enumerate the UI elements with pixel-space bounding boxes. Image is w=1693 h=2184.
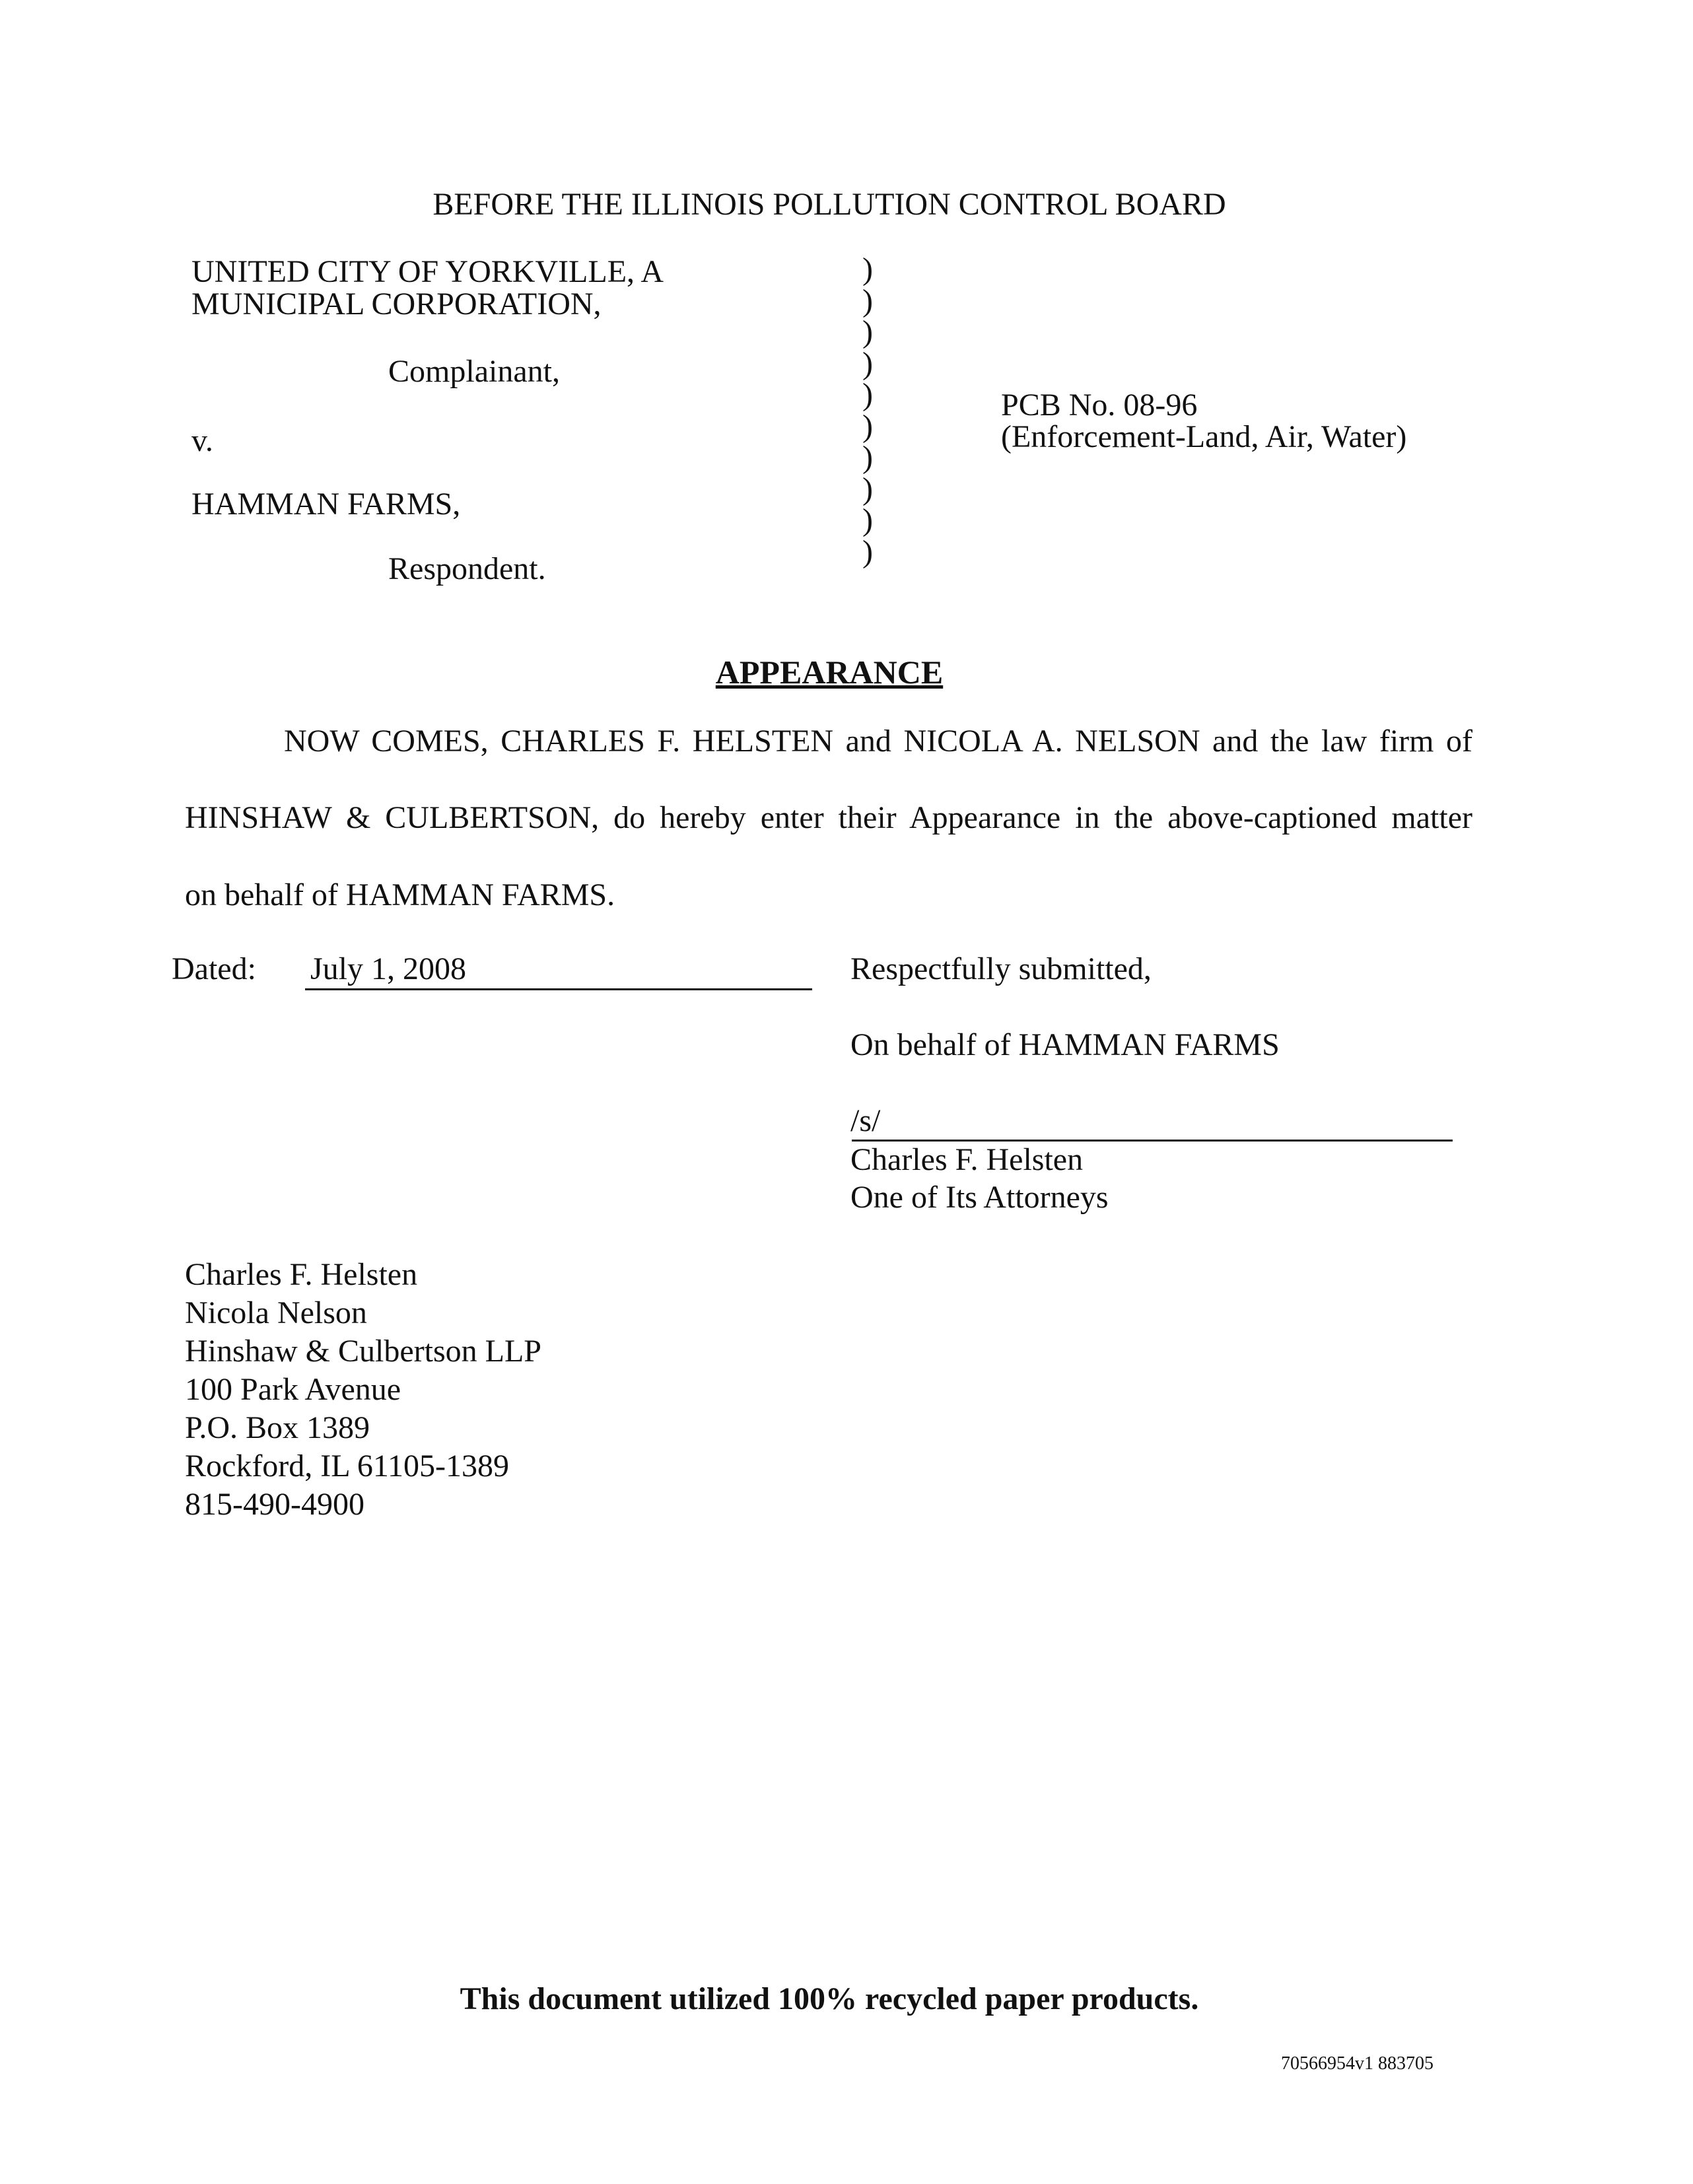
case-number: PCB No. 08-96 (1001, 388, 1198, 423)
closing-text: Respectfully submitted, (850, 951, 1152, 986)
court-heading: BEFORE THE ILLINOIS POLLUTION CONTROL BOARD (432, 187, 1226, 222)
address-line: Hinshaw & Culbertson LLP (185, 1334, 541, 1369)
caption-paren: ) (862, 377, 873, 412)
case-type: (Enforcement-Land, Air, Water) (1001, 419, 1407, 454)
caption-paren: ) (862, 471, 873, 506)
versus-label: v. (191, 423, 213, 458)
dated-value: July 1, 2008 (310, 951, 467, 986)
body-text-line: HINSHAW & CULBERTSON, do hereby enter their Appearance in the above-captioned matter (185, 800, 1472, 835)
recycled-paper-note: This document utilized 100% recycled paper products. (460, 1981, 1199, 2016)
on-behalf-text: On behalf of HAMMAN FARMS (850, 1027, 1280, 1062)
respondent-name: HAMMAN FARMS, (191, 487, 461, 522)
caption-paren: ) (862, 345, 873, 381)
address-line: Nicola Nelson (185, 1295, 367, 1330)
electronic-signature: /s/ (850, 1103, 881, 1138)
address-line: 815-490-4900 (185, 1487, 364, 1522)
complainant-name-line1: UNITED CITY OF YORKVILLE, A (191, 254, 664, 289)
caption-paren: ) (862, 440, 873, 475)
complainant-role: Complainant, (388, 354, 560, 389)
caption-paren: ) (862, 502, 873, 537)
signer-name: Charles F. Helsten (850, 1142, 1084, 1177)
signer-title: One of Its Attorneys (850, 1180, 1109, 1215)
address-line: Rockford, IL 61105-1389 (185, 1449, 510, 1484)
address-line: P.O. Box 1389 (185, 1410, 370, 1445)
complainant-name-line2: MUNICIPAL CORPORATION, (191, 287, 602, 322)
caption-paren-column (862, 254, 873, 567)
caption-paren: ) (862, 533, 873, 569)
caption-paren: ) (862, 408, 873, 444)
caption-paren: ) (862, 283, 873, 318)
address-line: Charles F. Helsten (185, 1257, 418, 1292)
body-text-line: on behalf of HAMMAN FARMS. (185, 877, 615, 912)
body-text-line: NOW COMES, CHARLES F. HELSTEN and NICOLA A. NELSON and the law firm of (284, 724, 1472, 759)
dated-underline (305, 988, 812, 990)
respondent-role: Respondent. (388, 551, 546, 586)
document-id: 70566954v1 883705 (1281, 2053, 1434, 2074)
address-line: 100 Park Avenue (185, 1372, 401, 1407)
document-title: APPEARANCE (715, 654, 944, 691)
dated-label: Dated: (172, 951, 256, 986)
caption-paren: ) (862, 314, 873, 349)
caption-paren: ) (862, 252, 873, 287)
